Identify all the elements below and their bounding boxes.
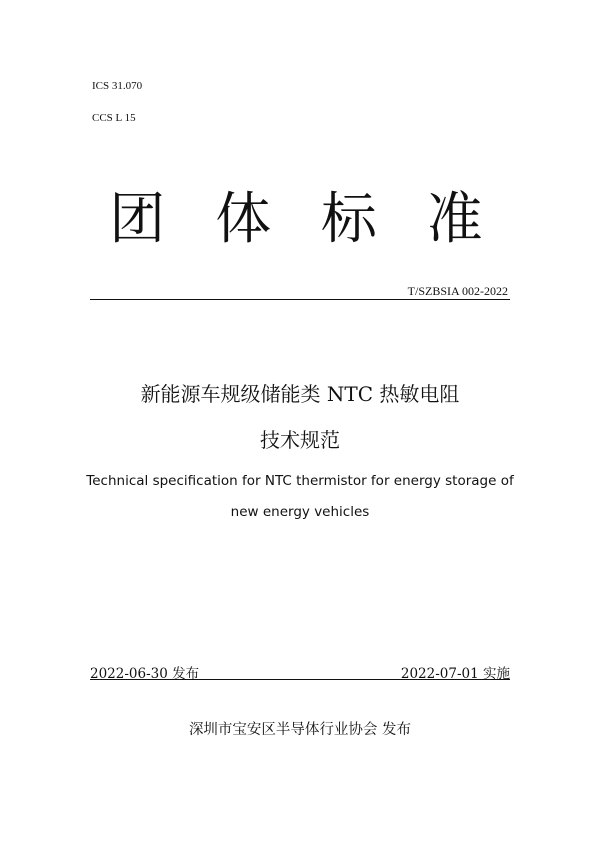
implementation-date: 2022-07-01 实施 <box>400 666 510 682</box>
bottom-divider <box>90 679 510 680</box>
ccs-code: CCS L 15 <box>92 112 136 124</box>
english-title-line-1: Technical specification for NTC thermistor for energy storage of <box>86 473 514 489</box>
standard-number: T/SZBSIA 002-2022 <box>407 284 508 298</box>
ics-code: ICS 31.070 <box>92 80 143 92</box>
top-divider <box>90 299 510 300</box>
publisher: 深圳市宝安区半导体行业协会 发布 <box>188 722 412 738</box>
chinese-title-line-2: 技术规范 <box>260 428 340 452</box>
issue-date: 2022-06-30 发布 <box>90 666 200 682</box>
chinese-title-line-1: 新能源车规级储能类 NTC 热敏电阻 <box>140 382 460 406</box>
document-type-title: 团 体 标 准 <box>109 187 499 252</box>
english-title-line-2: new energy vehicles <box>230 504 370 520</box>
